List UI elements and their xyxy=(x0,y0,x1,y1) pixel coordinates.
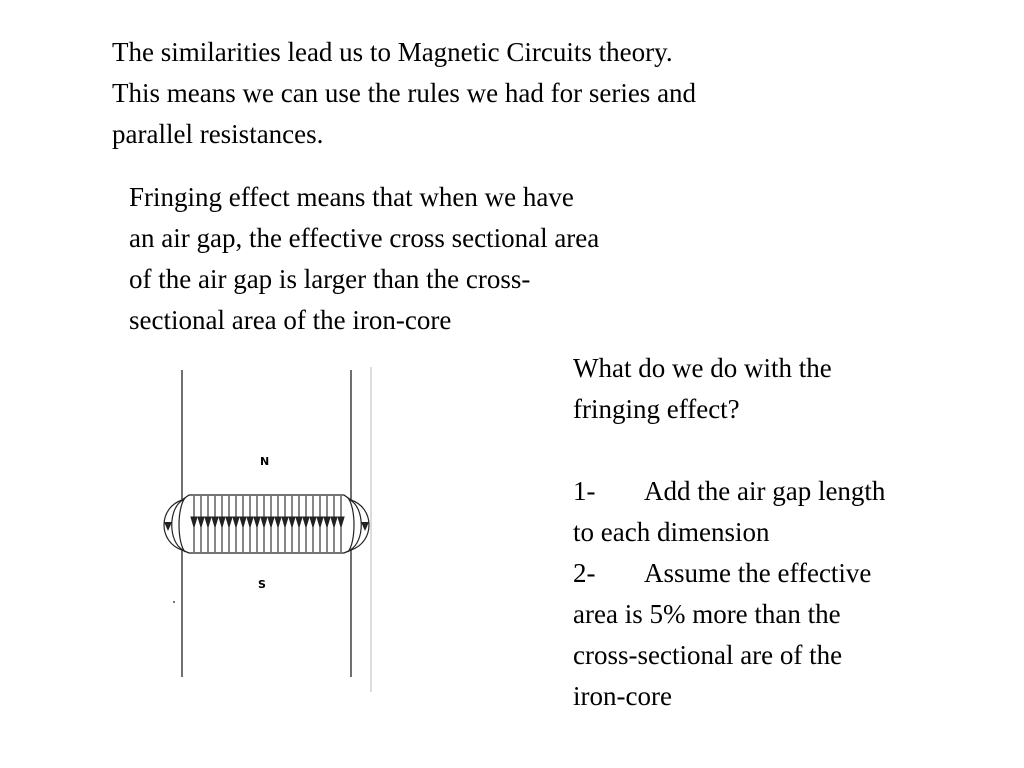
fringing-question-block xyxy=(573,348,1013,717)
flux-arrow xyxy=(205,517,211,527)
flux-arrow xyxy=(303,517,309,527)
flux-lines-group xyxy=(191,496,344,552)
list-item-2-continued: iron-core xyxy=(573,681,672,711)
flux-arrow xyxy=(282,517,288,527)
question-line: What do we do with the xyxy=(573,353,832,383)
list-item-number: 2- xyxy=(573,558,596,588)
flux-arrow xyxy=(240,517,246,527)
intro-line: This means we can use the rules we had for series and xyxy=(112,78,697,108)
list-item-1-continued: to each dimension xyxy=(573,517,770,547)
flux-arrow xyxy=(219,517,225,527)
fringing-line-right-inner xyxy=(348,498,354,552)
list-item-number: 1- xyxy=(573,476,596,506)
south-pole-face xyxy=(182,550,351,553)
fringing-line: an air gap, the effective cross sectional area xyxy=(129,223,600,253)
flux-arrow xyxy=(310,517,316,527)
flux-arrow xyxy=(268,517,274,527)
fringing-line: of the air gap is larger than the cross- xyxy=(129,264,531,294)
list-item-2-continued: area is 5% more than the xyxy=(573,599,841,629)
fringing-arrow-right xyxy=(361,522,369,531)
list-item-2 xyxy=(573,553,1013,594)
flux-arrow xyxy=(198,517,204,527)
question-line: fringing effect? xyxy=(573,394,740,424)
fringing-definition-paragraph xyxy=(129,177,749,341)
flux-arrow xyxy=(247,517,253,527)
intro-paragraph xyxy=(112,32,892,155)
flux-arrow xyxy=(233,517,239,527)
air-gap-fringing-diagram xyxy=(150,362,380,697)
flux-arrow xyxy=(324,517,330,527)
flux-arrow xyxy=(331,517,337,527)
fringing-diagram-svg xyxy=(150,362,380,697)
fringing-arrow-left xyxy=(164,522,172,531)
list-item-text: Add the air gap length xyxy=(644,476,886,506)
flux-arrow xyxy=(226,517,232,527)
north-pole-label: N xyxy=(260,455,270,468)
south-pole-label: S xyxy=(258,578,266,591)
flux-arrow xyxy=(191,517,197,527)
flux-arrow xyxy=(275,517,281,527)
flux-arrow xyxy=(296,517,302,527)
flux-arrow xyxy=(261,517,267,527)
blank-line xyxy=(573,430,1013,471)
flux-arrow xyxy=(289,517,295,527)
fringing-line-left-inner xyxy=(179,498,185,552)
flux-arrow xyxy=(212,517,218,527)
intro-line: parallel resistances. xyxy=(112,119,324,149)
list-item-text: Assume the effective xyxy=(644,558,872,588)
fringing-line: sectional area of the iron-core xyxy=(129,305,452,335)
intro-line: The similarities lead us to Magnetic Circuits theory. xyxy=(112,37,673,67)
flux-arrow xyxy=(338,517,344,527)
north-pole-face xyxy=(182,495,351,500)
flux-arrow xyxy=(254,517,260,527)
fringing-line: Fringing effect means that when we have xyxy=(129,182,574,212)
list-item-2-continued: cross-sectional are of the xyxy=(573,640,843,670)
list-item-1 xyxy=(573,471,1013,512)
flux-arrow xyxy=(317,517,323,527)
